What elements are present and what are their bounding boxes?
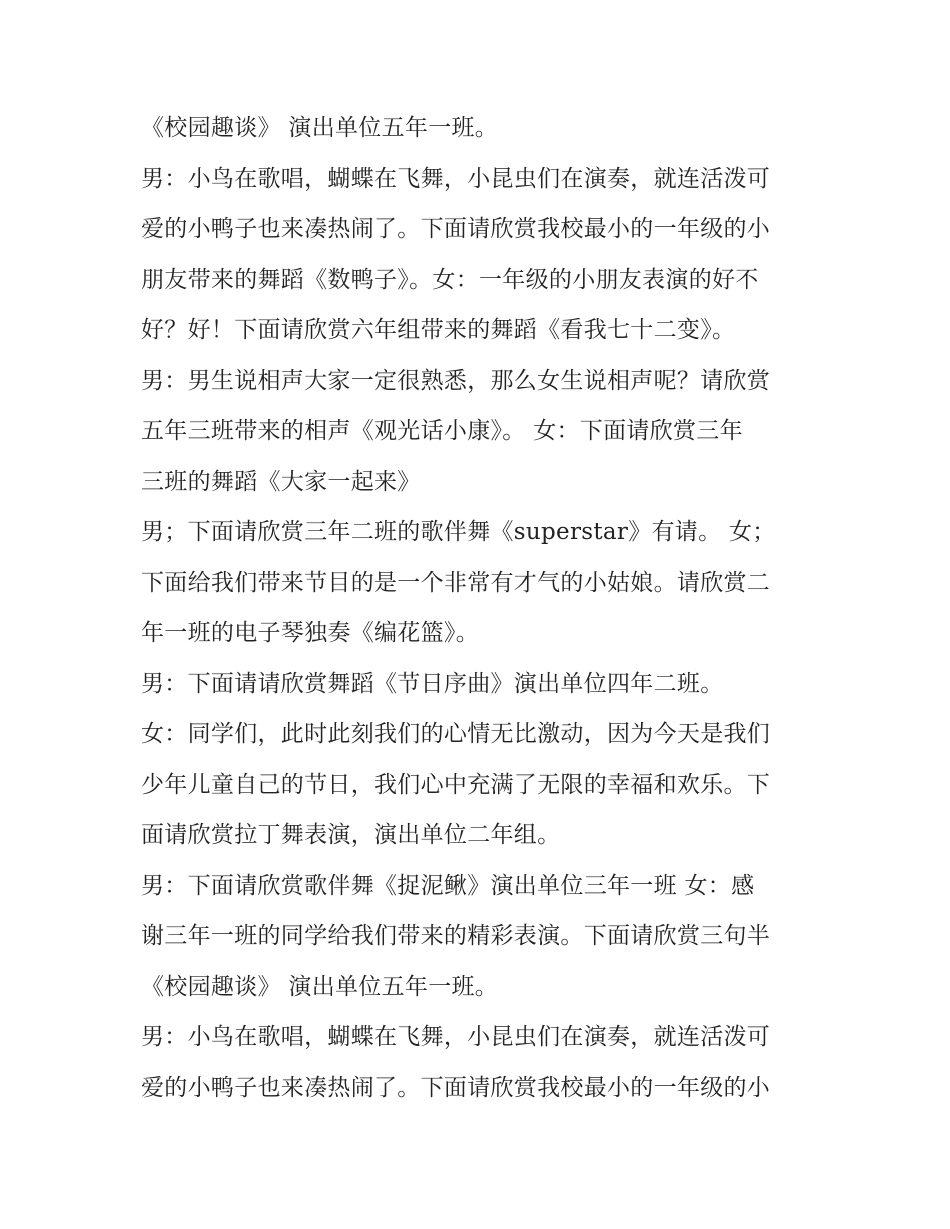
text-line: 谢三年一班的同学给我们带来的精彩表演。下面请欣赏三句半 xyxy=(141,923,771,949)
text-line: 《校园趣谈》 演出单位五年一班。 xyxy=(141,115,499,141)
text-line: 爱的小鸭子也来凑热闹了。下面请欣赏我校最小的一年级的小 xyxy=(141,216,771,242)
text-line: 男：小鸟在歌唱，蝴蝶在飞舞，小昆虫们在演奏，就连活泼可 xyxy=(141,165,771,192)
text-line: 《校园趣谈》 演出单位五年一班。 xyxy=(141,973,499,1000)
text-line: 朋友带来的舞蹈《数鸭子》。女：一年级的小朋友表演的好不 xyxy=(141,266,759,293)
text-line: 女：同学们，此时此刻我们的心情无比激动，因为今天是我们 xyxy=(141,721,771,747)
text-line: 下面给我们带来节目的是一个非常有才气的小姑娘。请欣赏二 xyxy=(141,569,771,596)
text-line: 男：下面请欣赏歌伴舞《捉泥鳅》演出单位三年一班 女：感 xyxy=(141,872,755,899)
text-line: 爱的小鸭子也来凑热闹了。下面请欣赏我校最小的一年级的小 xyxy=(141,1074,771,1101)
text-line: 三班的舞蹈《大家一起来》 xyxy=(141,468,421,495)
document-body xyxy=(141,103,821,1113)
text-line: 年一班的电子琴独奏《编花篮》。 xyxy=(141,620,479,646)
text-line: 男：下面请请欣赏舞蹈《节日序曲》演出单位四年二班。 xyxy=(141,670,724,697)
text-line: 面请欣赏拉丁舞表演，演出单位二年组。 xyxy=(141,822,561,848)
text-line: 男；下面请欣赏三年二班的歌伴舞《superstar》有请。 女； xyxy=(141,519,776,545)
text-line: 少年儿童自己的节日，我们心中充满了无限的幸福和欢乐。下 xyxy=(141,771,771,798)
text-line: 五年三班带来的相声《观光话小康》。 女：下面请欣赏三年 xyxy=(141,418,743,444)
text-line: 好？好！下面请欣赏六年组带来的舞蹈《看我七十二变》。 xyxy=(141,317,736,343)
text-line: 男：小鸟在歌唱，蝴蝶在飞舞，小昆虫们在演奏，就连活泼可 xyxy=(141,1024,771,1050)
text-line: 男：男生说相声大家一定很熟悉，那么女生说相声呢？请欣赏 xyxy=(141,367,771,394)
